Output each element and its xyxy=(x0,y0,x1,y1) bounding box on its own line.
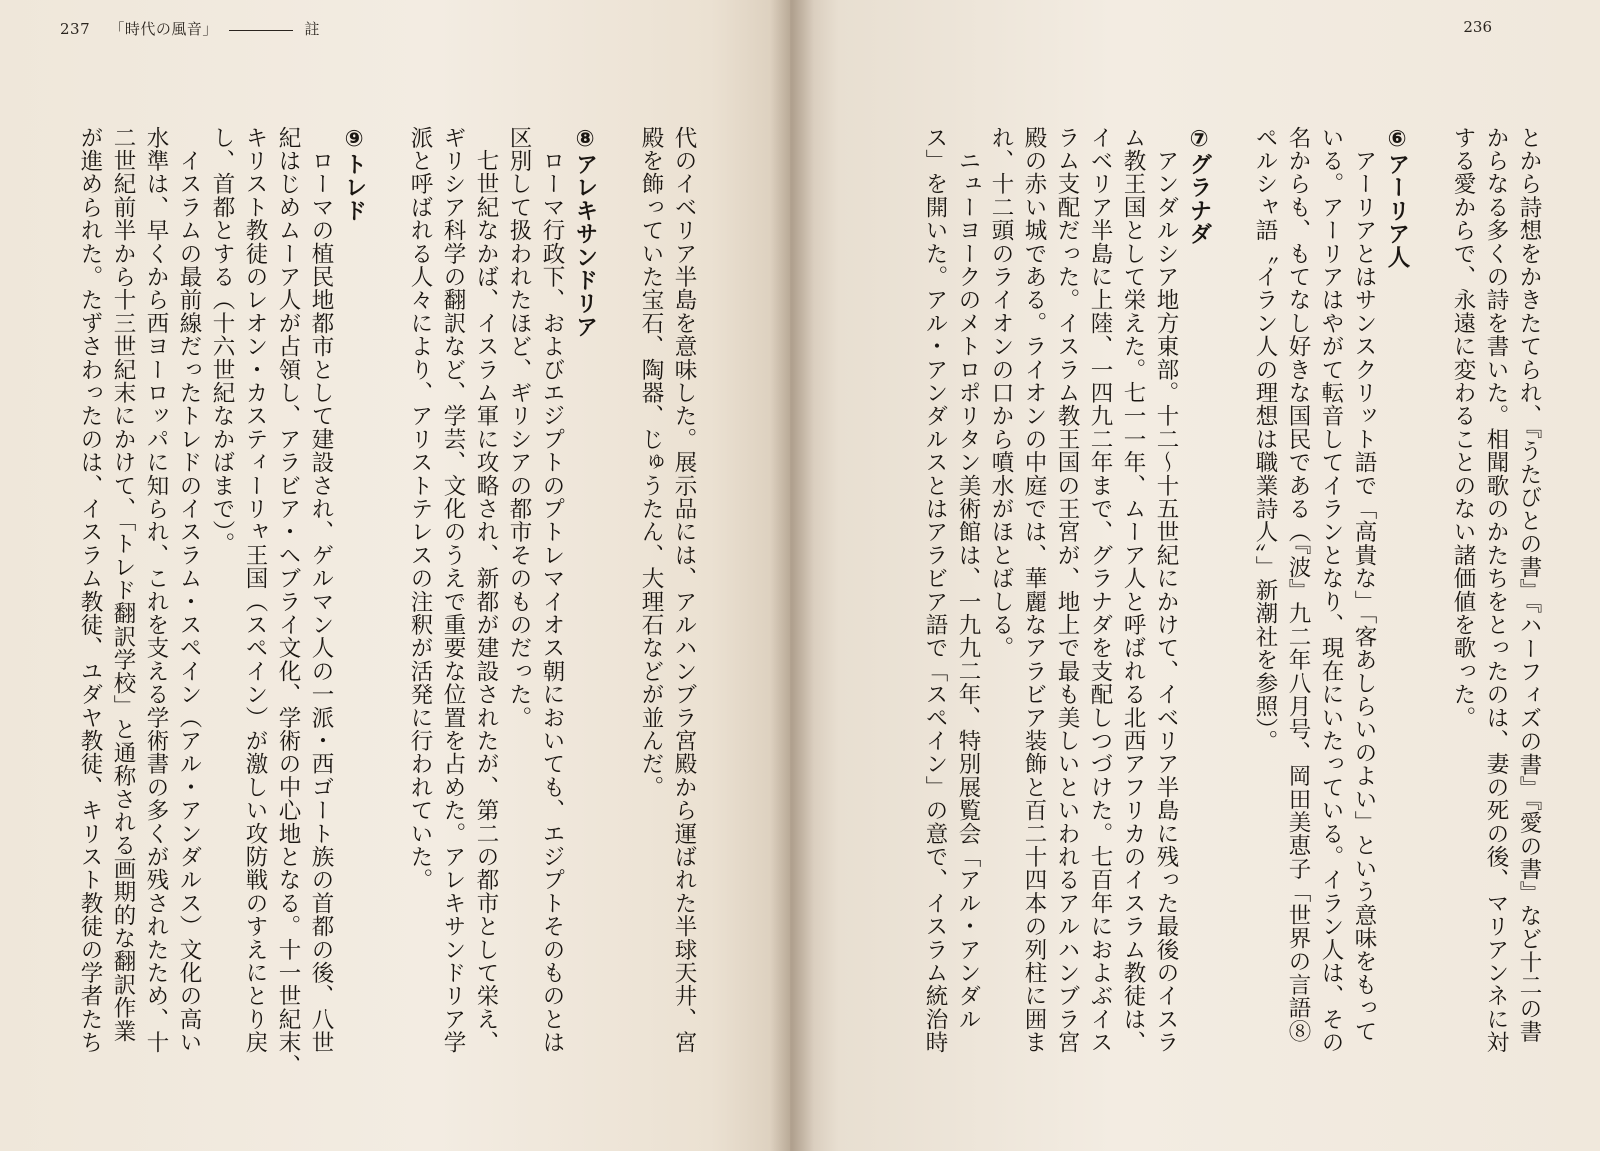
paragraph-gap xyxy=(1413,126,1446,1091)
paragraph-gap xyxy=(1215,126,1248,1091)
text-column: 二世紀前半から十三世紀末にかけて、「トレド翻訳学校」と通称される画期的な翻訳作業 xyxy=(110,126,136,1043)
running-section: 註 xyxy=(304,20,321,38)
page-number-left: 237 xyxy=(60,20,91,38)
text-column: する愛からで、永遠に変わることのない諸価値を歌った。 xyxy=(1450,126,1476,730)
running-head-rule xyxy=(229,30,293,31)
note-heading: ⑥アーリア人 xyxy=(1384,126,1410,269)
note-heading: ⑧アレキサンドリア xyxy=(572,126,598,339)
text-column: し、首都とする（十六世紀なかばまで）。 xyxy=(209,126,235,556)
running-title: 「時代の風音」 xyxy=(109,20,218,38)
right-page-body xyxy=(855,126,1545,1091)
text-column: 代のイベリア半島を意味した。展示品には、アルハンブラ宮殿から運ばれた半球天井、宮 xyxy=(671,126,697,1054)
text-column: アンダルシア地方東部。十二～十五世紀にかけて、イベリア半島に残った最後のイスラ xyxy=(1153,126,1179,1054)
text-column: 殿を飾っていた宝石、陶器、じゅうたん、大理石などが並んだ。 xyxy=(638,126,664,799)
text-column: 七世紀なかば、イスラム軍に攻略され、新都が建設されたが、第二の都市として栄え、 xyxy=(473,126,499,1054)
paragraph-gap xyxy=(370,126,403,1091)
text-column: イスラムの最前線だったトレドのイスラム・スペイン（アル・アンダルス）文化の高い xyxy=(176,126,202,1054)
text-column: 水準は、早くから西ヨーロッパに知られ、これを支える学術書の多くが残されたため、十 xyxy=(143,126,169,1054)
text-column: 派と呼ばれる人々により、アリストテレスの注釈が活発に行われていた。 xyxy=(407,126,433,892)
text-column: ニューヨークのメトロポリタン美術館は、一九九二年、特別展覧会「アル・アンダル xyxy=(955,126,981,1031)
text-column: イベリア半島に上陸、一四九二年まで、グラナダを支配しつづけた。七百年におよぶイス xyxy=(1087,126,1113,1054)
note-heading: ⑦グラナダ xyxy=(1186,126,1212,246)
left-page xyxy=(0,0,790,1151)
text-column: ローマの植民地都市として建設され、ゲルマン人の一派・西ゴート族の首都の後、八世 xyxy=(308,126,334,1054)
page-number-right: 236 xyxy=(1463,18,1492,36)
paragraph-gap xyxy=(601,126,634,1091)
text-column: キリスト教徒のレオン・カスティーリャ王国（スペイン）が激しい攻防戦のすえにとり戻 xyxy=(242,126,268,1054)
note-heading: ⑨トレド xyxy=(341,126,367,223)
text-column: れ、十二頭のライオンの口から噴水がほとばしる。 xyxy=(988,126,1014,660)
left-page-body xyxy=(40,126,700,1091)
text-column: ム教王国として栄えた。七一一年、ムーア人と呼ばれる北西アフリカのイスラム教徒は、 xyxy=(1120,126,1146,1054)
text-column: が進められた。たずさわったのは、イスラム教徒、ユダヤ教徒、キリスト教徒の学者たち xyxy=(77,126,103,1054)
text-column: 区別して扱われたほど、ギリシアの都市そのものだった。 xyxy=(506,126,532,730)
right-page xyxy=(790,0,1600,1151)
text-column: とから詩想をかきたてられ、『うたびとの書』『ハーフィズの書』『愛の書』など十二の書 xyxy=(1516,126,1542,1044)
text-column: 名からも、もてなし好きな国民である（『波』九二年八月号、岡田美恵子「世界の言語⑧ xyxy=(1285,126,1311,1043)
text-column: ス」を開いた。アル・アンダルスとはアラビア語で「スペイン」の意で、イスラム統治時 xyxy=(922,126,948,1054)
text-column: ラム支配だった。イスラム教王国の王宮が、地上で最も美しいといわれるアルハンブラ宮 xyxy=(1054,126,1080,1054)
text-column: 殿の赤い城である。ライオンの中庭では、華麗なアラビア装飾と百二十四本の列柱に囲ま xyxy=(1021,126,1047,1054)
running-head xyxy=(60,18,320,39)
text-column: いる。アーリアはやがて転音してイランとなり、現在にいたっている。イラン人は、その xyxy=(1318,126,1344,1054)
text-column: アーリアとはサンスクリット語で「高貴な」「客あしらいのよい」という意味をもって xyxy=(1351,126,1377,1043)
text-column: ローマ行政下、およびエジプトのプトレマイオス朝においても、エジプトそのものとは xyxy=(539,126,565,1054)
text-column: 紀はじめムーア人が占領し、アラビア・ヘブライ文化、学術の中心地となる。十一世紀末、 xyxy=(275,126,301,1078)
text-column: からなる多くの詩を書いた。相聞歌のかたちをとったのは、妻の死の後、マリアンネに対 xyxy=(1483,126,1509,1054)
text-column: ギリシア科学の翻訳など、学芸、文化のうえで重要な位置を占めた。アレキサンドリア学 xyxy=(440,126,466,1054)
text-column: ペルシャ語〝イラン人の理想は職業詩人〟」新潮社を参照）。 xyxy=(1252,126,1278,754)
